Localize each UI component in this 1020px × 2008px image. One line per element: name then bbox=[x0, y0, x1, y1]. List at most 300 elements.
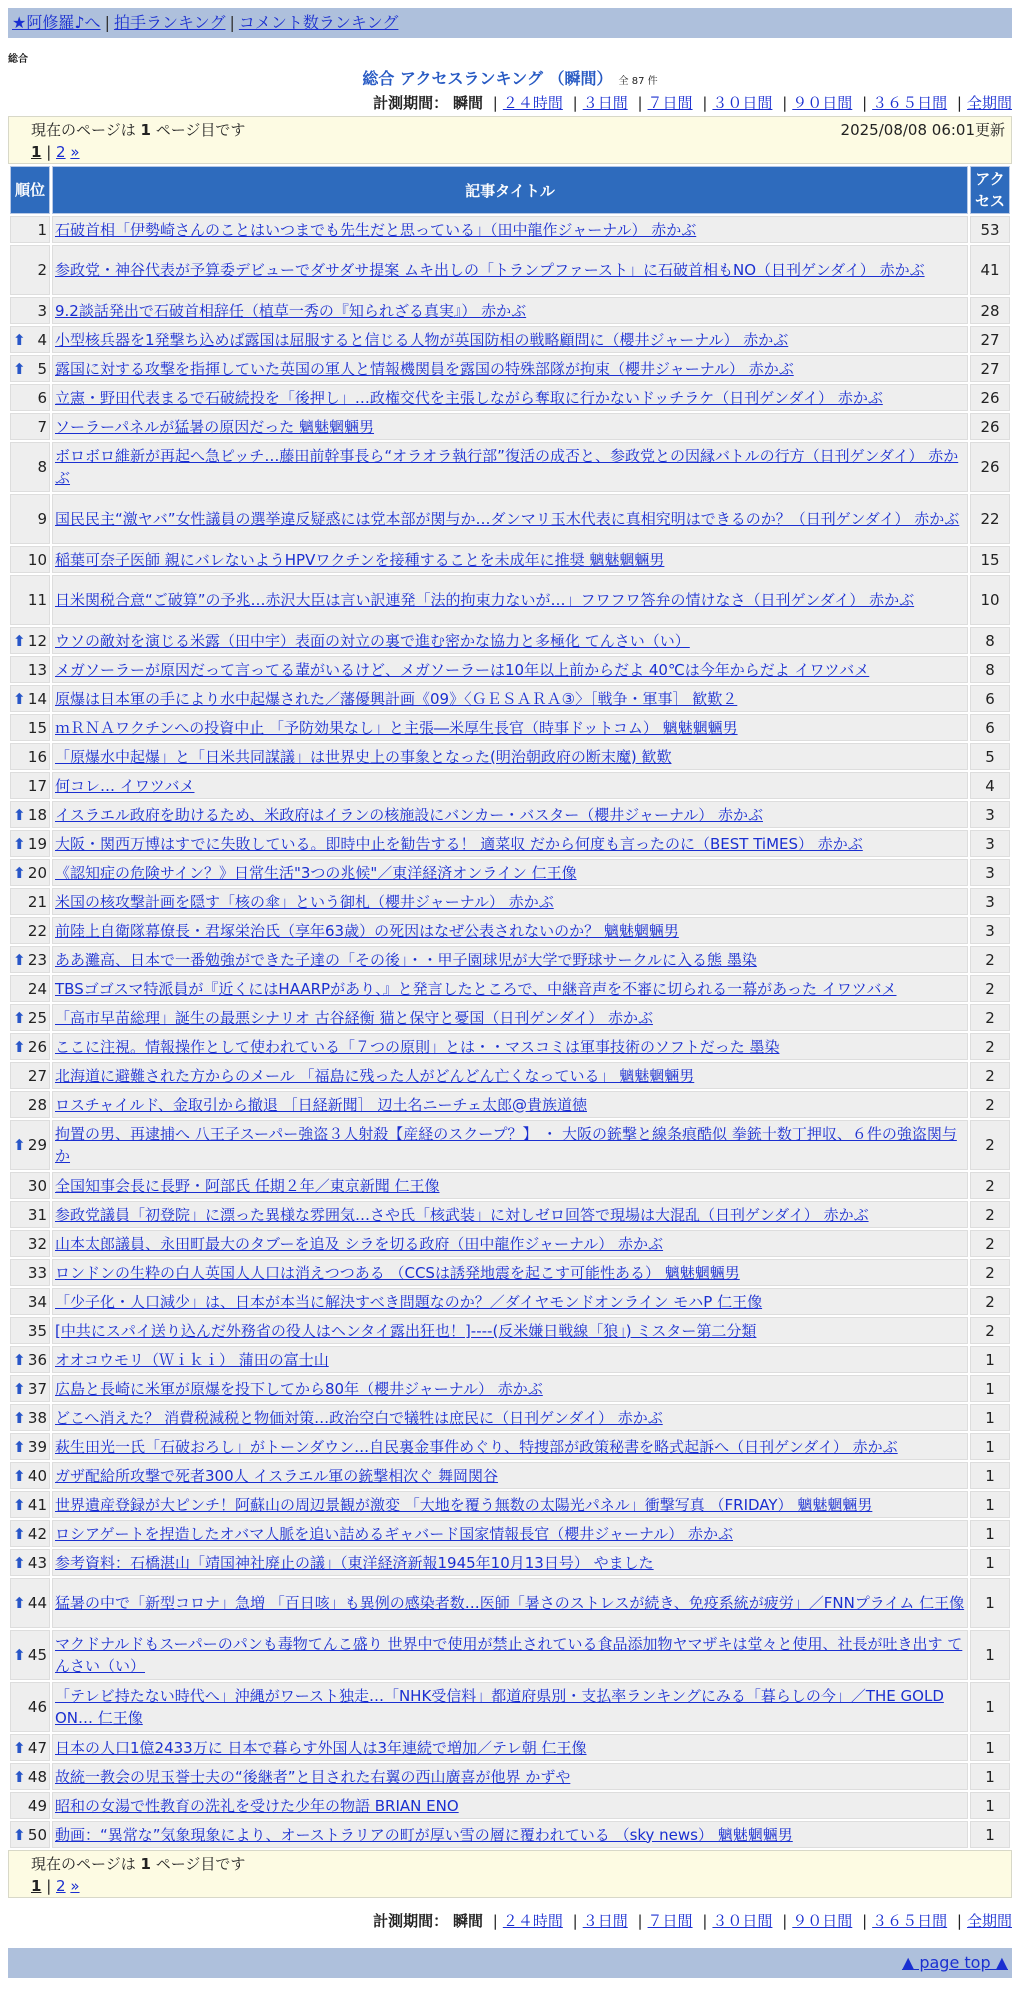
rank-number: 12 bbox=[27, 631, 47, 650]
access-count: 2 bbox=[970, 1201, 1010, 1228]
title-cell bbox=[52, 245, 968, 295]
title-cell bbox=[52, 1433, 968, 1460]
table-row bbox=[10, 743, 1010, 770]
up-arrow-icon: ⬆ bbox=[13, 1553, 26, 1572]
article-title-link[interactable]: マクドナルドもスーパーのパンも毒物てんこ盛り 世界中で使用が禁止されている食品添加物ヤマザキは堂々と使用、社長が吐き出す てんさい（い） bbox=[55, 1635, 963, 1675]
up-arrow-icon: ⬆ bbox=[13, 834, 26, 853]
rank-cell bbox=[10, 772, 50, 799]
up-arrow-icon: ⬆ bbox=[13, 1437, 26, 1456]
article-title-link[interactable]: 「原爆水中起爆」と「日米共同謀議」は世界史上の事象となった(明治朝政府の断末魔) 歓歎 bbox=[55, 747, 672, 766]
rank-number: 39 bbox=[27, 1437, 47, 1456]
title-cell bbox=[52, 714, 968, 741]
table-row bbox=[10, 859, 1010, 886]
title-cell bbox=[52, 1763, 968, 1790]
title-cell bbox=[52, 859, 968, 886]
access-count: 10 bbox=[970, 575, 1010, 625]
pagination-next[interactable]: » bbox=[70, 143, 80, 161]
rank-cell bbox=[10, 627, 50, 654]
rank-cell bbox=[10, 1288, 50, 1315]
table-row bbox=[10, 326, 1010, 353]
period-link-365d[interactable]: ３６５日間 bbox=[872, 94, 948, 112]
title-cell bbox=[52, 1346, 968, 1373]
rank-cell bbox=[10, 1091, 50, 1118]
article-title-link[interactable]: ウソの敵対を演じる米露（田中宇）表面の対立の裏で進む密かな協力と多極化 てんさい（い） bbox=[55, 631, 690, 650]
rank-number: 2 bbox=[37, 261, 47, 279]
rank-cell bbox=[10, 946, 50, 973]
rank-cell bbox=[10, 1682, 50, 1732]
rank-number: 22 bbox=[27, 921, 47, 940]
article-title-link[interactable]: 石破首相「伊勢崎さんのことはいつまでも先生だと思っている」（田中龍作ジャーナル） 赤かぶ bbox=[55, 220, 697, 239]
access-count: 5 bbox=[970, 743, 1010, 770]
article-title-link[interactable]: 世界遺産登録が大ピンチ！阿蘇山の周辺景観が激変 「大地を覆う無数の太陽光パネル」衝撃写真 （FRIDAY） 魑魅魍魎男 bbox=[55, 1495, 873, 1514]
rank-number: 17 bbox=[27, 776, 47, 795]
article-title-link[interactable]: 国民民主“激ヤバ”女性議員の選挙違反疑惑には党本部が関与か…ダンマリ玉木代表に真相究明はできるのか？（日刊ゲンダイ） 赤かぶ bbox=[55, 510, 960, 528]
title-cell bbox=[52, 685, 968, 712]
up-arrow-icon: ⬆ bbox=[13, 1738, 26, 1757]
table-row bbox=[10, 1120, 1010, 1170]
access-count: 2 bbox=[970, 1172, 1010, 1199]
table-row bbox=[10, 1346, 1010, 1373]
rank-number: 9 bbox=[37, 510, 47, 528]
rank-cell bbox=[10, 1062, 50, 1089]
title-cell bbox=[52, 1491, 968, 1518]
rank-number: 31 bbox=[27, 1205, 47, 1224]
rank-cell bbox=[10, 1259, 50, 1286]
article-title-link[interactable]: ロシアゲートを捏造したオバマ人脈を追い詰めるギャバード国家情報長官（櫻井ジャーナル） 赤かぶ bbox=[55, 1524, 733, 1543]
up-arrow-icon: ⬆ bbox=[13, 330, 26, 349]
access-count: 3 bbox=[970, 917, 1010, 944]
rank-cell bbox=[10, 1734, 50, 1761]
title-cell bbox=[52, 946, 968, 973]
article-title-link[interactable]: 参政党議員「初登院」に漂った異様な雰囲気…さや氏「核武装」に対しゼロ回答で現場は大混乱（日刊ゲンダイ） 赤かぶ bbox=[55, 1205, 869, 1224]
period-link-30d[interactable]: ３０日間 bbox=[712, 94, 773, 112]
up-arrow-icon: ⬆ bbox=[13, 950, 26, 969]
rank-cell bbox=[10, 245, 50, 295]
rank-number: 11 bbox=[27, 591, 47, 609]
title-cell bbox=[52, 1120, 968, 1170]
updated-timestamp: 2025/08/08 06:01更新 bbox=[840, 121, 1005, 139]
up-arrow-icon: ⬆ bbox=[13, 359, 26, 378]
access-count: 1 bbox=[970, 1821, 1010, 1848]
rank-cell bbox=[10, 1201, 50, 1228]
title-cell bbox=[52, 494, 968, 544]
table-row bbox=[10, 1763, 1010, 1790]
rank-number: 6 bbox=[37, 388, 47, 407]
access-count: 26 bbox=[970, 384, 1010, 411]
rank-number: 44 bbox=[27, 1594, 47, 1612]
access-count: 6 bbox=[970, 714, 1010, 741]
table-row bbox=[10, 1462, 1010, 1489]
rank-cell bbox=[10, 1549, 50, 1576]
current-page-text: 現在のページは 1 ページ目です bbox=[31, 121, 246, 139]
table-row bbox=[10, 1630, 1010, 1680]
rank-cell bbox=[10, 1317, 50, 1344]
period-link-all[interactable]: 全期間 bbox=[966, 1912, 1012, 1930]
nav-link-comment-ranking[interactable]: コメント数ランキング bbox=[238, 13, 399, 32]
article-title-link[interactable]: 稲葉可奈子医師 親にバレないようHPVワクチンを接種することを未成年に推奨 魑魅魍魎男 bbox=[55, 550, 665, 569]
article-title-link[interactable]: 9.2談話発出で石破首相辞任（植草一秀の『知られざる真実』） 赤かぶ bbox=[55, 301, 527, 320]
article-title-link[interactable]: 「高市早苗総理」誕生の最悪シナリオ 古谷経衡 猫と保守と憂国（日刊ゲンダイ） 赤かぶ bbox=[55, 1008, 653, 1027]
access-count: 4 bbox=[970, 772, 1010, 799]
pagination-page-2[interactable]: 2 bbox=[56, 143, 66, 161]
access-count: 27 bbox=[970, 355, 1010, 382]
page-info-box bbox=[8, 116, 1012, 164]
title-cell bbox=[52, 1520, 968, 1547]
period-link-24h[interactable]: ２４時間 bbox=[502, 94, 563, 112]
table-row bbox=[10, 1433, 1010, 1460]
rank-number: 38 bbox=[27, 1408, 47, 1427]
rank-cell bbox=[10, 1004, 50, 1031]
article-title-link[interactable]: どこへ消えた？ 消費税減税と物価対策…政治空白で犠牲は庶民に（日刊ゲンダイ） 赤かぶ bbox=[55, 1408, 663, 1427]
access-count: 2 bbox=[970, 1004, 1010, 1031]
title-cell bbox=[52, 1549, 968, 1576]
article-title-link[interactable]: 日本の人口1億2433万に 日本で暮らす外国人は3年連続で増加／テレ朝 仁王像 bbox=[55, 1738, 587, 1757]
access-count: 1 bbox=[970, 1578, 1010, 1628]
pagination-page-2[interactable]: 2 bbox=[56, 1877, 66, 1895]
table-row bbox=[10, 801, 1010, 828]
rank-cell bbox=[10, 656, 50, 683]
rank-number: 33 bbox=[27, 1263, 47, 1282]
header-access: アクセス bbox=[970, 166, 1010, 214]
title-cell bbox=[52, 1792, 968, 1819]
access-count: 2 bbox=[970, 1288, 1010, 1315]
rank-number: 16 bbox=[27, 747, 47, 766]
access-count: 15 bbox=[970, 546, 1010, 573]
title-cell bbox=[52, 1259, 968, 1286]
title-cell bbox=[52, 442, 968, 492]
table-row bbox=[10, 1734, 1010, 1761]
nav-link-applause-ranking[interactable]: 拍手ランキング bbox=[113, 13, 226, 32]
article-title-link[interactable]: 萩生田光一氏「石破おろし」がトーンダウン…自民裏金事件めぐり、特捜部が政策秘書を略式起訴へ（日刊ゲンダイ） 赤かぶ bbox=[55, 1437, 898, 1456]
rank-cell bbox=[10, 1763, 50, 1790]
rank-number: 27 bbox=[27, 1066, 47, 1085]
access-count: 1 bbox=[970, 1792, 1010, 1819]
period-label: 計測期間： bbox=[373, 94, 449, 112]
title-cell bbox=[52, 656, 968, 683]
article-title-link[interactable]: 山本太郎議員、永田町最大のタブーを追及 シラを切る政府（田中龍作ジャーナル） 赤かぶ bbox=[55, 1234, 664, 1253]
rank-cell bbox=[10, 1630, 50, 1680]
access-count: 2 bbox=[970, 975, 1010, 1002]
page-title: 総合 アクセスランキング （瞬間） bbox=[362, 69, 613, 88]
rank-cell bbox=[10, 1491, 50, 1518]
table-row bbox=[10, 685, 1010, 712]
rank-number: 19 bbox=[27, 834, 47, 853]
article-title-link[interactable]: 米国の核攻撃計画を隠す「核の傘」という御札（櫻井ジャーナル） 赤かぶ bbox=[55, 892, 554, 911]
up-arrow-icon: ⬆ bbox=[13, 689, 26, 708]
rank-cell bbox=[10, 1821, 50, 1848]
article-title-link[interactable]: 原爆は日本軍の手により水中起爆された／藩優興計画《09》〈ＧＥＳＡＲＡ③〉［戦争・軍事］ 歓歎２ bbox=[55, 689, 738, 708]
table-row bbox=[10, 1317, 1010, 1344]
table-row bbox=[10, 355, 1010, 382]
title-cell bbox=[52, 1062, 968, 1089]
pagination-bottom: 1 | 2 » bbox=[31, 1877, 80, 1895]
title-cell bbox=[52, 384, 968, 411]
rank-cell bbox=[10, 743, 50, 770]
table-row bbox=[10, 888, 1010, 915]
category-label: 総合 bbox=[8, 54, 28, 65]
period-link-3d[interactable]: ３日間 bbox=[582, 1912, 628, 1930]
table-row bbox=[10, 946, 1010, 973]
access-count: 26 bbox=[970, 442, 1010, 492]
title-cell bbox=[52, 413, 968, 440]
article-title-link[interactable]: ｍＲＮＡワクチンへの投資中止 「予防効果なし」と主張―米厚生長官（時事ドットコム） 魑魅魍魎男 bbox=[55, 718, 738, 737]
rank-number: 14 bbox=[27, 689, 47, 708]
title-cell bbox=[52, 1821, 968, 1848]
period-link-30d[interactable]: ３０日間 bbox=[712, 1912, 773, 1930]
up-arrow-icon: ⬆ bbox=[13, 1136, 26, 1154]
access-count: 1 bbox=[970, 1433, 1010, 1460]
access-count: 22 bbox=[970, 494, 1010, 544]
title-cell bbox=[52, 297, 968, 324]
access-count: 1 bbox=[970, 1346, 1010, 1373]
up-arrow-icon: ⬆ bbox=[13, 1524, 26, 1543]
rank-number: 30 bbox=[27, 1176, 47, 1195]
article-title-link[interactable]: ボロボロ維新が再起へ急ピッチ…藤田前幹事長ら“オラオラ執行部”復活の成否と、参政党との因縁バトルの行方（日刊ゲンダイ） 赤かぶ bbox=[55, 447, 959, 487]
title-cell bbox=[52, 627, 968, 654]
nav-separator: | bbox=[229, 13, 235, 32]
table-row bbox=[10, 1404, 1010, 1431]
rank-number: 47 bbox=[27, 1738, 47, 1757]
rank-number: 13 bbox=[27, 660, 47, 679]
title-cell bbox=[52, 575, 968, 625]
article-title-link[interactable]: ああ灘高、日本で一番勉強ができた子達の「その後」・・甲子園球児が大学で野球サークルに入る態 墨染 bbox=[55, 950, 757, 969]
table-row bbox=[10, 1288, 1010, 1315]
up-arrow-icon: ⬆ bbox=[13, 805, 26, 824]
access-count: 2 bbox=[970, 1259, 1010, 1286]
access-count: 53 bbox=[970, 216, 1010, 243]
nav-link-asyura[interactable]: ★阿修羅♪へ bbox=[12, 13, 101, 32]
period-selector: 計測期間： 瞬間 | ２４時間 | ３日間 | ７日間 | ３０日間 | ９０日間 | ３６５日間 | 全期間 bbox=[373, 94, 1012, 112]
access-count: 1 bbox=[970, 1491, 1010, 1518]
access-count: 2 bbox=[970, 1120, 1010, 1170]
total-count: 全 87 件 bbox=[618, 76, 658, 87]
rank-cell bbox=[10, 714, 50, 741]
title-cell bbox=[52, 801, 968, 828]
rank-number: 35 bbox=[27, 1321, 47, 1340]
rank-number: 29 bbox=[27, 1136, 47, 1154]
article-title-link[interactable]: 故統一教会の児玉誉士夫の“後継者”と目された右翼の西山廣喜が他界 かずや bbox=[55, 1767, 571, 1786]
access-count: 1 bbox=[970, 1462, 1010, 1489]
article-title-link[interactable]: 参政党・神谷代表が予算委デビューでダサダサ提案 ムキ出しの「トランプファースト」に石破首相もNO（日刊ゲンダイ） 赤かぶ bbox=[55, 261, 925, 279]
rank-number: 4 bbox=[37, 330, 47, 349]
rank-cell bbox=[10, 685, 50, 712]
up-arrow-icon: ⬆ bbox=[13, 1350, 26, 1369]
period-label: 計測期間： bbox=[373, 1912, 449, 1930]
table-row bbox=[10, 384, 1010, 411]
access-count: 3 bbox=[970, 888, 1010, 915]
ranking-table bbox=[8, 164, 1012, 1850]
title-cell bbox=[52, 1734, 968, 1761]
article-title-link[interactable]: メガソーラーが原因だって言ってる輩がいるけど、メガソーラーは10年以上前からだよ 40℃は今年からだよ イワツバメ bbox=[55, 660, 870, 679]
access-count: 1 bbox=[970, 1630, 1010, 1680]
period-link-90d[interactable]: ９０日間 bbox=[792, 1912, 853, 1930]
article-title-link[interactable]: 広島と長崎に米軍が原爆を投下してから80年（櫻井ジャーナル） 赤かぶ bbox=[55, 1379, 543, 1398]
table-row bbox=[10, 656, 1010, 683]
article-title-link[interactable]: 「テレビ持たない時代へ」沖縄がワースト独走…「NHK受信料」都道府県別・支払率ランキングにみる「暮らしの今」／THE GOLD ON… 仁王像 bbox=[55, 1687, 944, 1727]
title-cell bbox=[52, 830, 968, 857]
table-row bbox=[10, 413, 1010, 440]
title-cell bbox=[52, 1033, 968, 1060]
rank-cell bbox=[10, 1433, 50, 1460]
article-title-link[interactable]: 全国知事会長に長野・阿部氏 任期２年／東京新聞 仁王像 bbox=[55, 1176, 440, 1195]
article-title-link[interactable]: 大阪・関西万博はすでに失敗している。即時中止を勧告する！ 適菜収 だから何度も言ったのに（BEST TiMES） 赤かぶ bbox=[55, 834, 863, 853]
article-title-link[interactable]: ソーラーパネルが猛暑の原因だった 魑魅魍魎男 bbox=[55, 417, 375, 436]
article-title-link[interactable]: ガザ配給所攻撃で死者300人 イスラエル軍の銃撃相次ぐ 舞岡関谷 bbox=[55, 1466, 499, 1485]
table-row bbox=[10, 1549, 1010, 1576]
table-row bbox=[10, 627, 1010, 654]
access-count: 8 bbox=[970, 627, 1010, 654]
title-cell bbox=[52, 917, 968, 944]
up-arrow-icon: ⬆ bbox=[13, 1825, 26, 1844]
title-cell bbox=[52, 1404, 968, 1431]
header-title: 記事タイトル bbox=[52, 166, 968, 214]
table-row bbox=[10, 1033, 1010, 1060]
rank-cell bbox=[10, 297, 50, 324]
access-count: 1 bbox=[970, 1520, 1010, 1547]
title-cell bbox=[52, 1091, 968, 1118]
article-title-link[interactable]: 昭和の女湯で性教育の洗礼を受けた少年の物語 BRIAN ENO bbox=[55, 1796, 459, 1815]
table-row bbox=[10, 1682, 1010, 1732]
article-title-link[interactable]: 参考資料：石橋湛山「靖国神社廃止の議」（東洋経済新報1945年10月13日号） やました bbox=[55, 1553, 654, 1572]
up-arrow-icon: ⬆ bbox=[13, 1379, 26, 1398]
rank-cell bbox=[10, 384, 50, 411]
article-title-link[interactable]: イスラエル政府を助けるため、米政府はイランの核施設にバンカー・バスター（櫻井ジャーナル） 赤かぶ bbox=[55, 805, 763, 824]
title-cell bbox=[52, 888, 968, 915]
table-row bbox=[10, 216, 1010, 243]
rank-cell bbox=[10, 1462, 50, 1489]
up-arrow-icon: ⬆ bbox=[13, 1767, 26, 1786]
table-row bbox=[10, 442, 1010, 492]
period-link-365d[interactable]: ３６５日間 bbox=[872, 1912, 948, 1930]
table-row bbox=[10, 714, 1010, 741]
page-heading bbox=[8, 68, 1012, 90]
period-link-24h[interactable]: ２４時間 bbox=[502, 1912, 563, 1930]
table-row bbox=[10, 772, 1010, 799]
rank-number: 50 bbox=[27, 1825, 47, 1844]
article-title-link[interactable]: [中共にスパイ送り込んだ外務省の役人はヘンタイ露出狂也！]----(反米嫌日戦線「狼」) ミスター第二分類 bbox=[55, 1321, 757, 1340]
article-title-link[interactable]: 露国に対する攻撃を指揮していた英国の軍人と情報機関員を露国の特殊部隊が拘束（櫻井ジャーナル） 赤かぶ bbox=[55, 359, 794, 378]
rank-number: 10 bbox=[27, 550, 47, 569]
period-link-3d[interactable]: ３日間 bbox=[582, 94, 628, 112]
rank-cell bbox=[10, 355, 50, 382]
up-arrow-icon: ⬆ bbox=[13, 1466, 26, 1485]
period-current: 瞬間 bbox=[452, 94, 483, 112]
table-row bbox=[10, 245, 1010, 295]
title-cell bbox=[52, 546, 968, 573]
article-title-link[interactable]: 動画：“異常な”気象現象により、オーストラリアの町が厚い雪の層に覆われている （sky news） 魑魅魍魎男 bbox=[55, 1825, 793, 1844]
title-cell bbox=[52, 1004, 968, 1031]
rank-cell bbox=[10, 1230, 50, 1257]
article-title-link[interactable]: 拘置の男、再逮捕へ 八王子スーパー強盗３人射殺【産経のスクープ？】 ・ 大阪の銃撃と線条痕酷似 拳銃十数丁押収、６件の強盗関与か bbox=[55, 1125, 957, 1165]
period-link-7d[interactable]: ７日間 bbox=[647, 1912, 693, 1930]
table-row bbox=[10, 494, 1010, 544]
up-arrow-icon: ⬆ bbox=[13, 1495, 26, 1514]
access-count: 26 bbox=[970, 413, 1010, 440]
table-row bbox=[10, 830, 1010, 857]
rank-number: 43 bbox=[27, 1553, 47, 1572]
rank-cell bbox=[10, 975, 50, 1002]
rank-cell bbox=[10, 1404, 50, 1431]
title-cell bbox=[52, 1230, 968, 1257]
table-row bbox=[10, 1201, 1010, 1228]
article-title-link[interactable]: 日米関税合意“ご破算”の予兆…赤沢大臣は言い訳連発「法的拘束力ないが…」フワフワ答弁の情けなさ（日刊ゲンダイ） 赤かぶ bbox=[55, 591, 915, 609]
title-cell bbox=[52, 772, 968, 799]
rank-cell bbox=[10, 575, 50, 625]
period-link-90d[interactable]: ９０日間 bbox=[792, 94, 853, 112]
pagination-current-page: 1 bbox=[31, 143, 42, 161]
article-title-link[interactable]: ここに注視。情報操作として使われている「７つの原則」とは・・マスコミは軍事技術のソフトだった 墨染 bbox=[55, 1037, 780, 1056]
current-page-text: 現在のページは 1 ページ目です bbox=[31, 1855, 246, 1873]
access-count: 2 bbox=[970, 1033, 1010, 1060]
rank-number: 41 bbox=[27, 1495, 47, 1514]
access-count: 2 bbox=[970, 1230, 1010, 1257]
access-count: 1 bbox=[970, 1763, 1010, 1790]
page-top-link[interactable]: ▲ page top ▲ bbox=[901, 1953, 1008, 1972]
article-title-link[interactable]: ロスチャイルド、金取引から撤退 ［日経新聞］ 辺土名ニーチェ太郎@貴族道徳 bbox=[55, 1095, 587, 1114]
rank-number: 3 bbox=[37, 301, 47, 320]
period-current: 瞬間 bbox=[452, 1912, 483, 1930]
table-row bbox=[10, 1821, 1010, 1848]
table-row bbox=[10, 1792, 1010, 1819]
table-row bbox=[10, 1491, 1010, 1518]
access-count: 2 bbox=[970, 946, 1010, 973]
access-count: 41 bbox=[970, 245, 1010, 295]
access-count: 3 bbox=[970, 801, 1010, 828]
article-title-link[interactable]: 何コレ… イワツバメ bbox=[55, 776, 195, 795]
top-nav-bar bbox=[8, 8, 1012, 38]
title-cell bbox=[52, 1317, 968, 1344]
access-count: 6 bbox=[970, 685, 1010, 712]
rank-number: 23 bbox=[27, 950, 47, 969]
article-title-link[interactable]: オオコウモリ（Ｗｉｋｉ） 蒲田の富士山 bbox=[55, 1350, 329, 1369]
rank-number: 18 bbox=[27, 805, 47, 824]
table-row bbox=[10, 1375, 1010, 1402]
article-title-link[interactable]: TBSゴゴスマ特派員が『近くにはHAARPがあり、』と発言したところで、中継音声を不審に切られる一幕があった イワツバメ bbox=[55, 979, 897, 998]
up-arrow-icon: ⬆ bbox=[13, 1008, 26, 1027]
title-cell bbox=[52, 355, 968, 382]
rank-number: 37 bbox=[27, 1379, 47, 1398]
up-arrow-icon: ⬆ bbox=[13, 1408, 26, 1427]
table-row bbox=[10, 975, 1010, 1002]
rank-number: 42 bbox=[27, 1524, 47, 1543]
up-arrow-icon: ⬆ bbox=[13, 1646, 26, 1664]
period-link-all[interactable]: 全期間 bbox=[966, 94, 1012, 112]
article-title-link[interactable]: 立憲・野田代表まるで石破続投を「後押し」…政権交代を主張しながら奪取に行かないドッチラケ（日刊ゲンダイ） 赤かぶ bbox=[55, 388, 883, 407]
article-title-link[interactable]: ロンドンの生粋の白人英国人人口は消えつつある （CCSは誘発地震を起こす可能性ある） 魑魅魍魎男 bbox=[55, 1263, 740, 1282]
table-row bbox=[10, 917, 1010, 944]
title-cell bbox=[52, 1682, 968, 1732]
article-title-link[interactable]: 前陸上自衛隊幕僚長・君塚栄治氏（享年63歳）の死因はなぜ公表されないのか？ 魑魅魍魎男 bbox=[55, 921, 679, 940]
article-title-link[interactable]: 北海道に避難された方からのメール 「福島に残った人がどんどん亡くなっている」 魑魅魍魎男 bbox=[55, 1066, 695, 1085]
rank-cell bbox=[10, 830, 50, 857]
title-cell bbox=[52, 216, 968, 243]
article-title-link[interactable]: 小型核兵器を1発撃ち込めば露国は屈服すると信じる人物が英国防相の戦略顧問に（櫻井ジャーナル） 赤かぶ bbox=[55, 330, 789, 349]
access-count: 27 bbox=[970, 326, 1010, 353]
article-title-link[interactable]: 猛暑の中で「新型コロナ」急増 「百日咳」も異例の感染者数…医師「暑さのストレスが続き、免疫系統が疲労」／FNNプライム 仁王像 bbox=[55, 1594, 965, 1612]
period-link-7d[interactable]: ７日間 bbox=[647, 94, 693, 112]
up-arrow-icon: ⬆ bbox=[13, 863, 26, 882]
pagination-next[interactable]: » bbox=[70, 1877, 80, 1895]
rank-cell bbox=[10, 216, 50, 243]
rank-cell bbox=[10, 413, 50, 440]
article-title-link[interactable]: 「少子化・人口減少」は、日本が本当に解決すべき問題なのか？／ダイヤモンドオンライン モハP 仁王像 bbox=[55, 1292, 763, 1311]
table-row bbox=[10, 1062, 1010, 1089]
title-cell bbox=[52, 743, 968, 770]
rank-number: 40 bbox=[27, 1466, 47, 1485]
pagination-current-page: 1 bbox=[31, 1877, 42, 1895]
rank-number: 5 bbox=[37, 359, 47, 378]
article-title-link[interactable]: 《認知症の危険サイン？》日常生活"3つの兆候"／東洋経済オンライン 仁王像 bbox=[55, 863, 577, 882]
